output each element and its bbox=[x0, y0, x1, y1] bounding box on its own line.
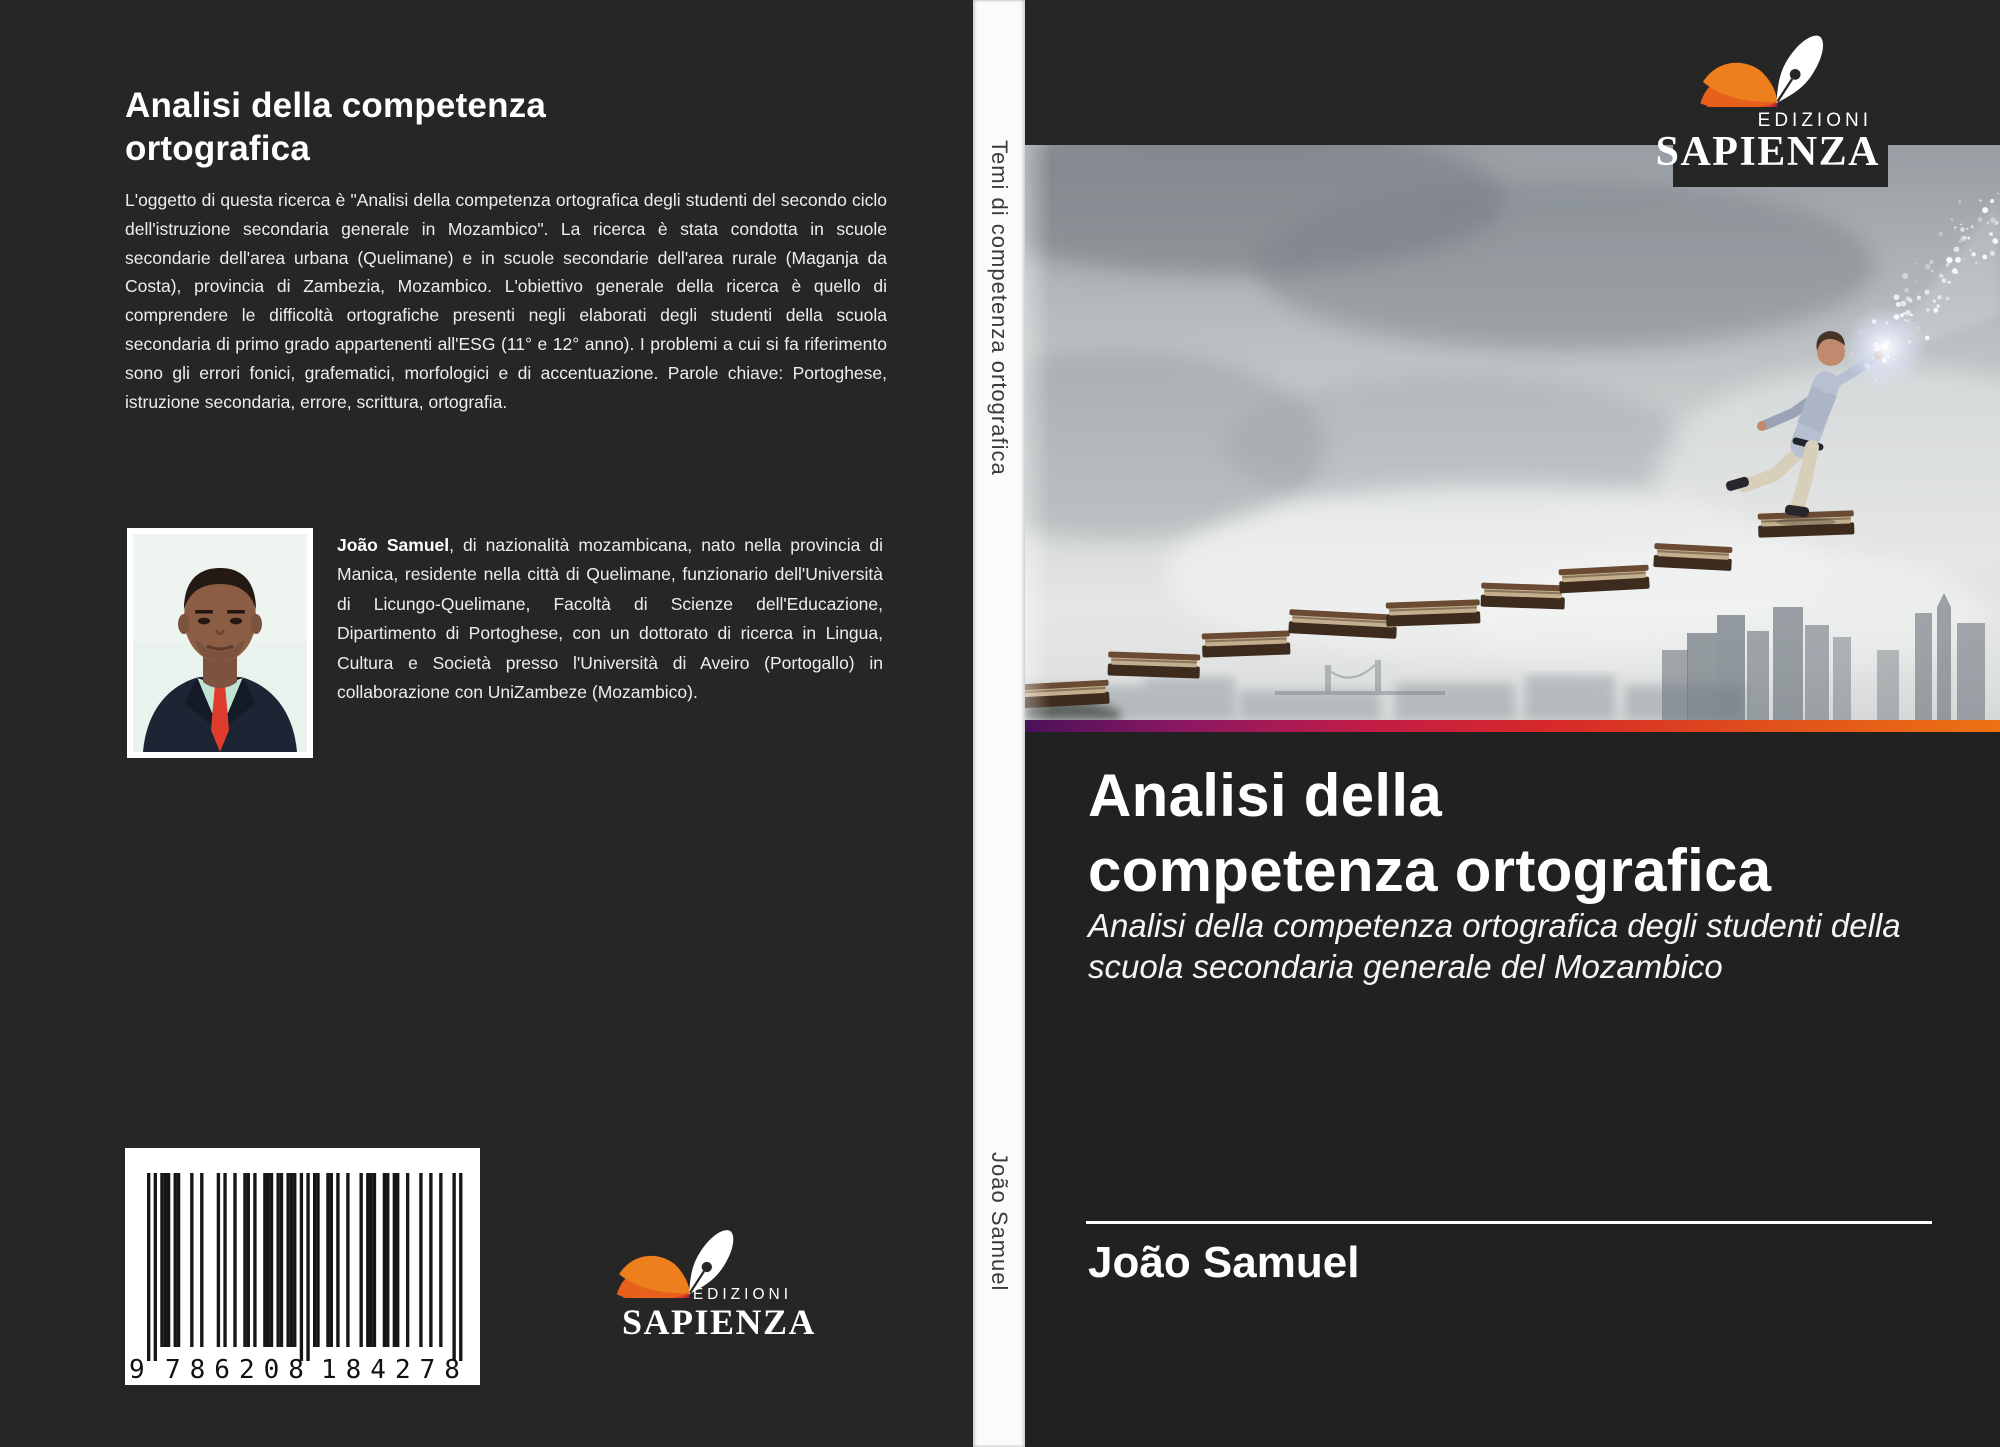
front-cover bbox=[1025, 0, 2000, 1447]
publisher-sapienza-label: SAPIENZA bbox=[621, 1302, 816, 1342]
barcode-digit-lead: 9 bbox=[129, 1355, 145, 1385]
fold-highlight bbox=[1025, 145, 1051, 720]
front-title-line1: Analisi della bbox=[1088, 762, 1443, 829]
front-title bbox=[1088, 758, 1968, 908]
author-bio bbox=[337, 531, 883, 707]
fan-pages bbox=[610, 1254, 692, 1298]
cover-photo-illustration bbox=[1025, 145, 2000, 720]
barcode-graphic bbox=[125, 1148, 480, 1385]
author-bio-text: , di nazionalità mozambicana, nato nella provincia di Manica, residente nella città di Quelimane, funzionario dell'Università di Licungo-Quelimane, Facoltà di Scienze dell'Educazione, Dipartimento di Portoghese, con un dottorato di ricerca in Lingua, Cultura e Società presso l'Università di Aveiro (Portogallo) in collaborazione con UniZambeze (Mozambico). bbox=[337, 535, 883, 703]
cover-photo bbox=[1025, 145, 2000, 720]
spine-author: João Samuel bbox=[987, 1152, 1012, 1292]
publisher-sapienza-label: SAPIENZA bbox=[1655, 129, 1880, 175]
spine-series-title: Temi di competenza ortografica bbox=[987, 140, 1012, 476]
author-portrait-illustration bbox=[133, 534, 307, 752]
back-blurb: L'oggetto di questa ricerca è "Analisi della competenza ortografica degli studenti del secondo ciclo dell'istruzione secondaria generale in Mozambico". La ricerca è stata condotta in scuole secondarie dell'area urbana (Quelimane) e in scuole secondarie dell'area rurale (Maganja da Costa), provincia di Zambezia, Mozambico. L'obiettivo generale della ricerca è quello di comprendere le difficoltà ortografiche presenti negli elaborati degli studenti della scuola secondaria di primo grado appartenenti all'ESG (11° e 12° anno). I problemi a cui si fa riferimento sono gli errori fonici, grafematici, morfologici e di accentuazione. Parole chiave: Portoghese, istruzione secondaria, errore, scrittura, ortografia. bbox=[125, 190, 887, 412]
back-title: Analisi della competenza ortografica bbox=[125, 86, 547, 168]
author-photo bbox=[127, 528, 313, 758]
front-subtitle: Analisi della competenza ortografica degli studenti della scuola secondaria generale del Mozambico bbox=[1088, 907, 1901, 985]
publisher-fan-pen-icon bbox=[1689, 6, 1847, 107]
publisher-edizioni-label: EDIZIONI bbox=[1757, 110, 1872, 131]
publisher-fan-pen-icon bbox=[606, 1202, 756, 1298]
author-divider-rule bbox=[1086, 1221, 1932, 1224]
fan-pages bbox=[1694, 60, 1780, 107]
barcode-digits-group2: 184278 bbox=[321, 1355, 469, 1385]
publisher-edizioni-label: EDIZIONI bbox=[692, 1286, 792, 1303]
publisher-logo-front bbox=[1655, 0, 1888, 187]
barcode-digits-group1: 786208 bbox=[165, 1355, 313, 1385]
back-cover bbox=[0, 0, 973, 1447]
accent-gradient-bar bbox=[1025, 720, 2000, 732]
front-author-name: João Samuel bbox=[1088, 1238, 1360, 1287]
front-title-line2: competenza ortografica bbox=[1088, 837, 1772, 904]
publisher-logo-back bbox=[578, 1202, 818, 1352]
spine bbox=[973, 0, 1025, 1447]
isbn-barcode bbox=[125, 1148, 480, 1385]
author-bio-name: João Samuel bbox=[337, 535, 450, 555]
